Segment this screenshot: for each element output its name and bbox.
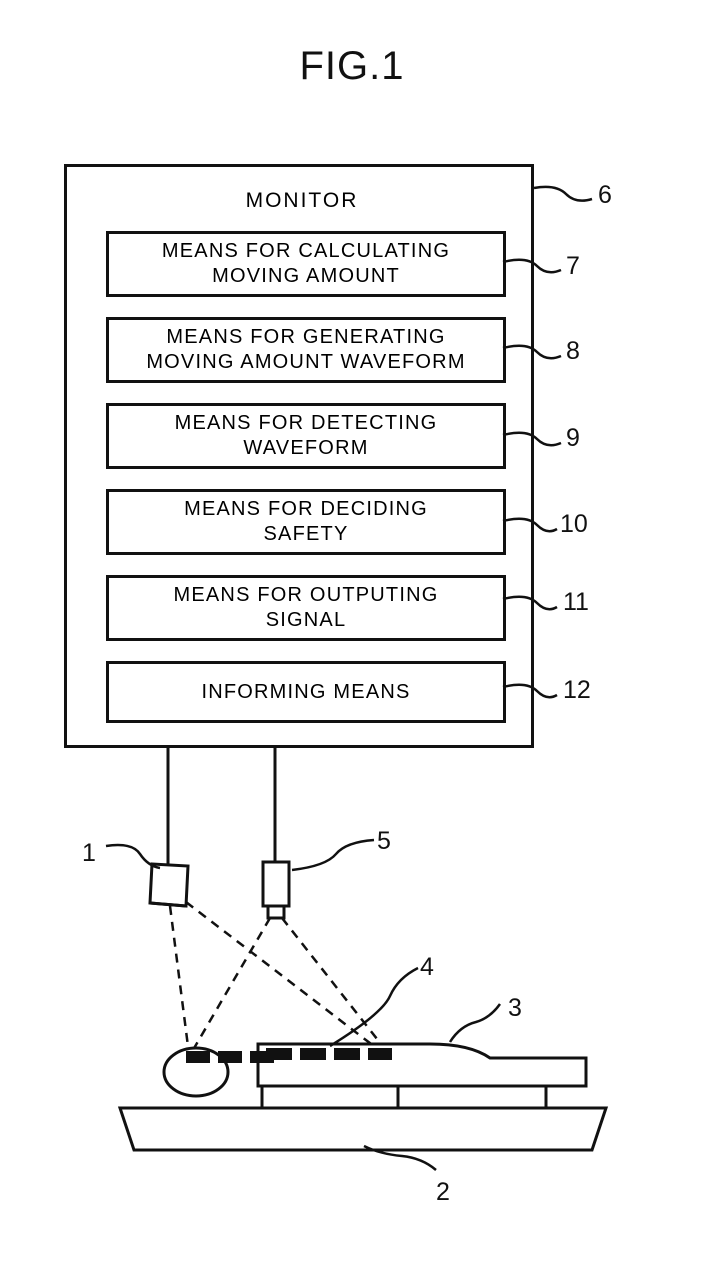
ref-numeral-7: 7 — [566, 252, 580, 280]
unit-7-line-2: MOVING AMOUNT — [212, 265, 400, 287]
unit-8-line-1: MEANS FOR GENERATING — [166, 326, 446, 348]
unit-11-line-1: MEANS FOR OUTPUTING — [173, 584, 439, 606]
ref-numeral-9: 9 — [566, 424, 580, 452]
projector-device — [150, 864, 188, 906]
ref-numeral-10: 10 — [560, 510, 588, 538]
unit-10-line-2: SAFETY — [263, 523, 349, 545]
ref-numeral-5: 5 — [377, 827, 391, 855]
ray-projector-left — [170, 906, 190, 1062]
leader-1 — [106, 845, 160, 868]
means-for-outputing-signal — [106, 575, 506, 641]
ray-projector-right — [186, 902, 392, 1060]
ray-camera-right — [282, 918, 392, 1058]
ref-numeral-3: 3 — [508, 994, 522, 1022]
monitor-label: MONITOR — [245, 189, 359, 212]
leader-2 — [364, 1146, 436, 1170]
ref-numeral-12: 12 — [563, 676, 591, 704]
unit-9-line-1: MEANS FOR DETECTING — [174, 412, 438, 434]
subject-body — [164, 1044, 586, 1096]
unit-7-line-1: MEANS FOR CALCULATING — [161, 240, 451, 262]
ref-numeral-2: 2 — [436, 1178, 450, 1206]
unit-8-line-2: MOVING AMOUNT WAVEFORM — [146, 351, 466, 373]
ref-numeral-6: 6 — [598, 181, 612, 209]
figure-title: FIG.1 — [299, 44, 405, 88]
ref-numeral-4: 4 — [420, 953, 434, 981]
ref-numeral-11: 11 — [563, 588, 589, 616]
means-for-detecting-waveform — [106, 403, 506, 469]
ray-camera-left — [186, 918, 270, 1062]
means-for-generating-moving-amount-waveform — [106, 317, 506, 383]
camera-device — [263, 862, 289, 918]
leader-3 — [450, 1004, 500, 1042]
means-for-deciding-safety — [106, 489, 506, 555]
ref-numeral-8: 8 — [566, 337, 580, 365]
unit-12-line-1: INFORMING MEANS — [201, 680, 411, 703]
unit-9-line-2: WAVEFORM — [243, 437, 369, 459]
informing-means — [106, 661, 506, 723]
unit-11-line-2: SIGNAL — [265, 609, 347, 631]
bed-base — [120, 1086, 606, 1150]
ref-numeral-1: 1 — [82, 839, 96, 867]
leader-5 — [292, 840, 374, 870]
means-for-calculating-moving-amount — [106, 231, 506, 297]
monitor-block — [64, 164, 534, 748]
unit-10-line-1: MEANS FOR DECIDING — [184, 498, 428, 520]
leader-6 — [534, 187, 592, 201]
leader-4 — [330, 968, 418, 1046]
projected-pattern — [186, 1048, 392, 1063]
